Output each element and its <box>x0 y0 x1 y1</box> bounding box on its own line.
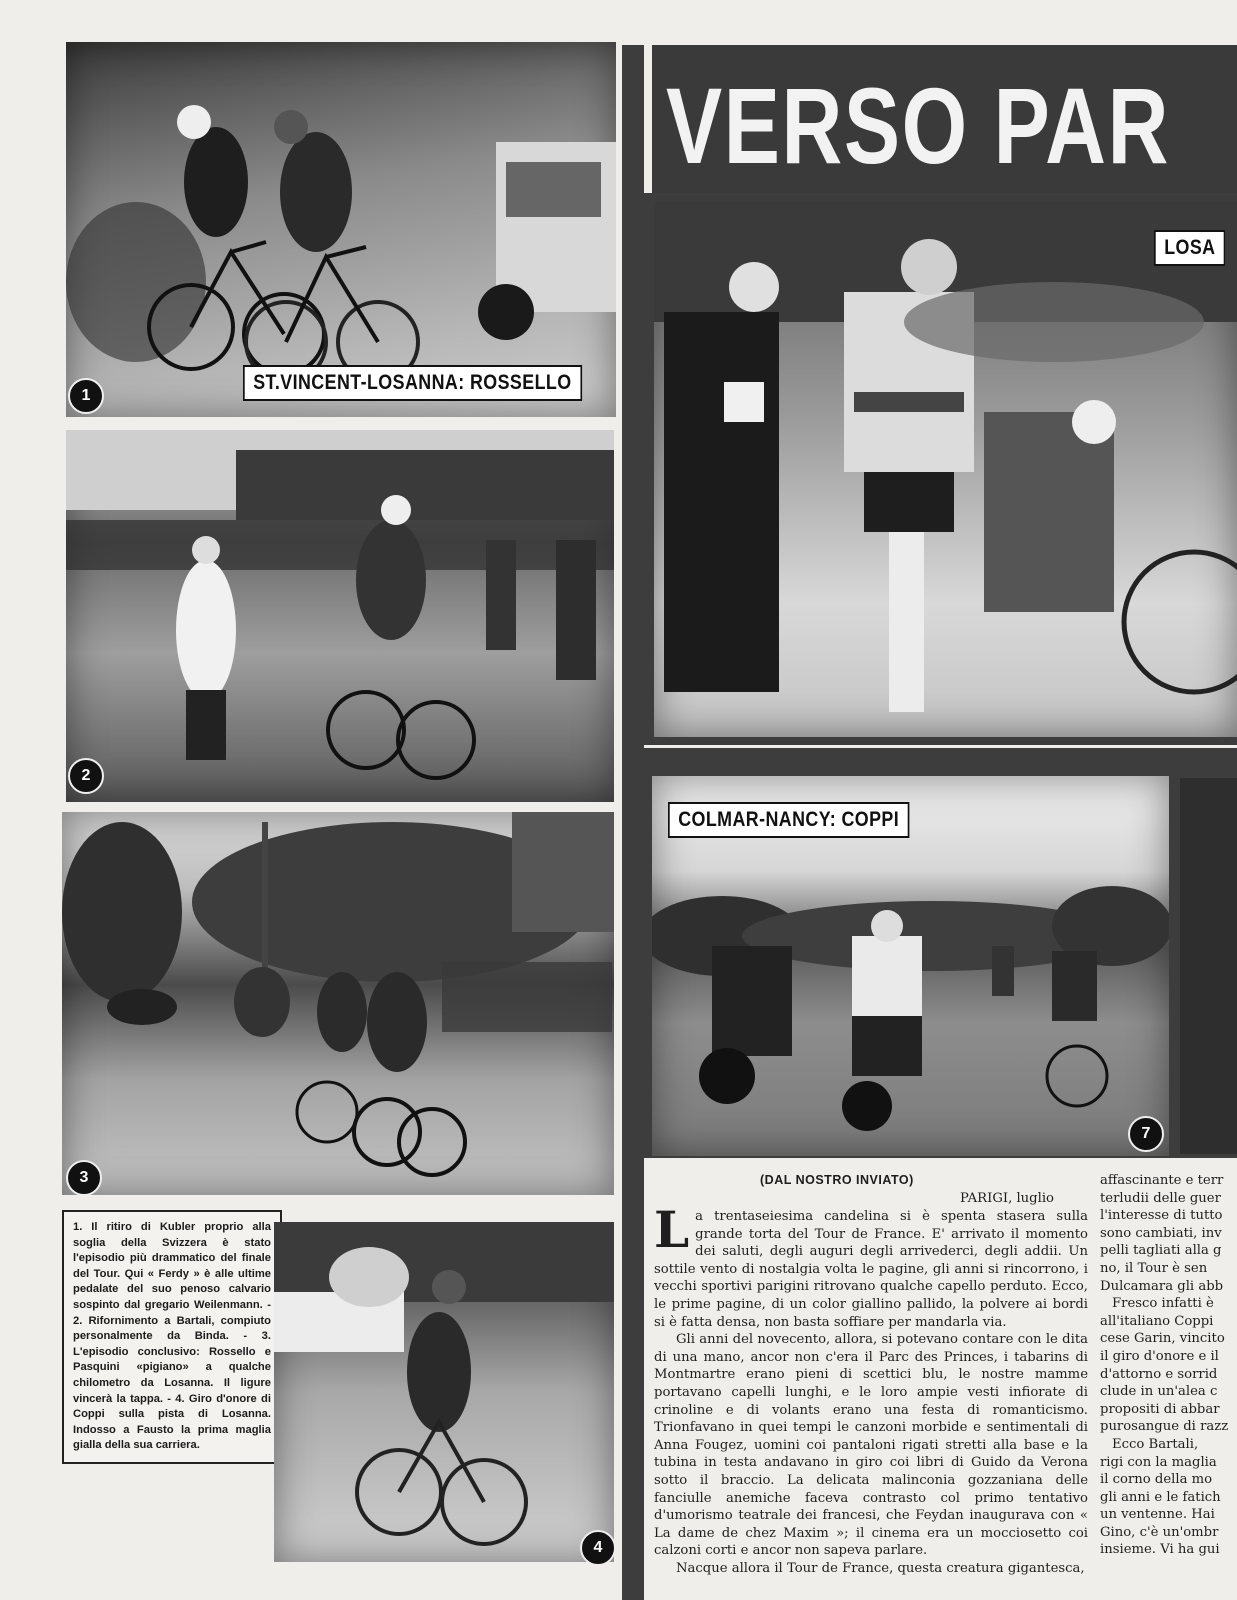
col2-line: Ecco Bartali, <box>1112 1436 1199 1452</box>
photo-big-losanna <box>654 202 1237 737</box>
photo-4-number: 4 <box>580 1530 616 1566</box>
photo-3-rossello-pasquini <box>62 812 614 1195</box>
cyclists-illustration <box>66 42 616 417</box>
photo-7-label: COLMAR-NANCY: COPPI <box>668 802 909 838</box>
col2-line: il corno della mo <box>1100 1472 1213 1488</box>
col2-line: propositi di abbar <box>1100 1401 1220 1417</box>
col2-line: Dulcamara gli abb <box>1100 1278 1224 1294</box>
col2-line: Fresco infatti è <box>1112 1296 1214 1312</box>
col2-line: terludii delle guer <box>1100 1190 1221 1206</box>
photo-caption-box: 1. Il ritiro di Kubler proprio alla soglia della Svizzera è stato l'episodio più drammatico del finale del Tour. Qui « Ferdy » è alle ultime pedalate del suo penoso calvario sospinto dal gregario Weilenmann. - 2. Rifornimento a Bartali, compiuto personalmente da Binda. - 3. L'episodio conclusivo: Rossello e Pasquini «pigiano» a qualche chilometro da Losanna. Il ligure vincerà la tappa. - 4. Giro d'onore di Coppi sulla pista di Losanna. Indosso a Fausto la prima maglia gialla della sua carriera. <box>62 1210 282 1464</box>
article-paragraph-2: Gli anni del novecento, allora, si potevano contare con le dita di una mano, ancor non c'era il Parc des Princes, i tabarins di Montmartre erano pieni di scettici blu, le nostre mamme portavano capelli lunghi, e le loro ampie vesti infiorate di crinoline e di volants erano una festa di romanticismo. Trionfavano in quei tempi le canzoni morbide e sentimentali di Anna Fougez, uomini coi pantaloni rigati stretti alla base e la tubina in testa andavano in giro coi libri di Guido da Verona sotto il braccio. La delicata malinconia gozzaniana delle fanciulle anemiche faceva contrasto col primo tentativo d'umorismo teatrale dei francesi, che Feydan inaugurava con « La dame de chez Maxim »; il cinema era un mocciosetto coi calzoni corti e ancor non sapeva parlare. <box>654 1332 1088 1559</box>
photo-7-side-strip <box>1180 778 1237 1154</box>
col2-line: insieme. Vi ha gui <box>1100 1542 1220 1558</box>
col2-line: affascinante e terr <box>1100 1173 1224 1188</box>
col2-line: cese Garin, vincito <box>1100 1331 1225 1347</box>
article-column-1 <box>654 1200 1088 1577</box>
col2-line: rigi con la maglia <box>1100 1454 1217 1470</box>
col2-line: clude in un'alea c <box>1100 1384 1218 1400</box>
feeding-illustration <box>66 430 614 802</box>
col2-line: no, il Tour è sen <box>1100 1260 1208 1276</box>
col2-line: l'interesse di tutto <box>1100 1208 1223 1224</box>
photo-1-label: ST.VINCENT-LOSANNA: ROSSELLO <box>243 365 582 401</box>
col2-line: gli anni e le fatich <box>1100 1489 1221 1505</box>
headline-text: VERSO PAR <box>666 65 1170 186</box>
photo-2-bartali-binda <box>66 430 614 802</box>
photo-4-coppi-lap-of-honour <box>274 1222 614 1562</box>
article-paragraph-1: a trentaseiesima candelina si è spenta stasera sulla grande torta del Tour de France. E' arrivato il momento dei saluti, degli auguri degli arrivederci, degli addii. Un sottile vento di nostalgia volta le pagine, gli anni si rincorrono, i vecchi sportivi parigini ritrovano qualche capello perduto. Ecco, le prime pagine, di un color giallino pallido, la polvere ai bordi si è fatta densa, non basta soffiare per mandarla via. <box>654 1209 1088 1330</box>
photo-2-number: 2 <box>68 758 104 794</box>
col2-line: pelli tagliati alla g <box>1100 1243 1222 1259</box>
crowd-illustration <box>654 202 1237 737</box>
headline-banner <box>652 45 1237 193</box>
track-illustration <box>274 1222 614 1562</box>
col2-line: il giro d'onore e il <box>1100 1348 1219 1364</box>
article-dateline: PARIGI, luglio <box>960 1191 1054 1206</box>
article-dropcap: L <box>654 1200 690 1259</box>
photo-1-number: 1 <box>68 378 104 414</box>
photo-1-kubler <box>66 42 616 417</box>
road-race-illustration <box>62 812 614 1195</box>
column-divider <box>622 45 644 1600</box>
photo-3-number: 3 <box>66 1160 102 1196</box>
photo-7-number: 7 <box>1128 1116 1164 1152</box>
col2-line: sono cambiati, inv <box>1100 1225 1222 1241</box>
col2-line: Gino, c'è un'ombr <box>1100 1524 1219 1540</box>
col2-line: d'attorno e sorrid <box>1100 1366 1218 1382</box>
col2-line: purosangue di razz <box>1100 1419 1229 1435</box>
photo-big-label: LOSA <box>1154 230 1226 266</box>
article-byline: (DAL NOSTRO INVIATO) <box>760 1173 914 1187</box>
article-column-2 <box>1100 1172 1237 1559</box>
col2-line: all'italiano Coppi <box>1100 1313 1214 1329</box>
article-paragraph-3: Nacque allora il Tour de France, questa creatura gigantesca, <box>676 1560 1085 1576</box>
col2-line: un ventenne. Hai <box>1100 1507 1215 1523</box>
